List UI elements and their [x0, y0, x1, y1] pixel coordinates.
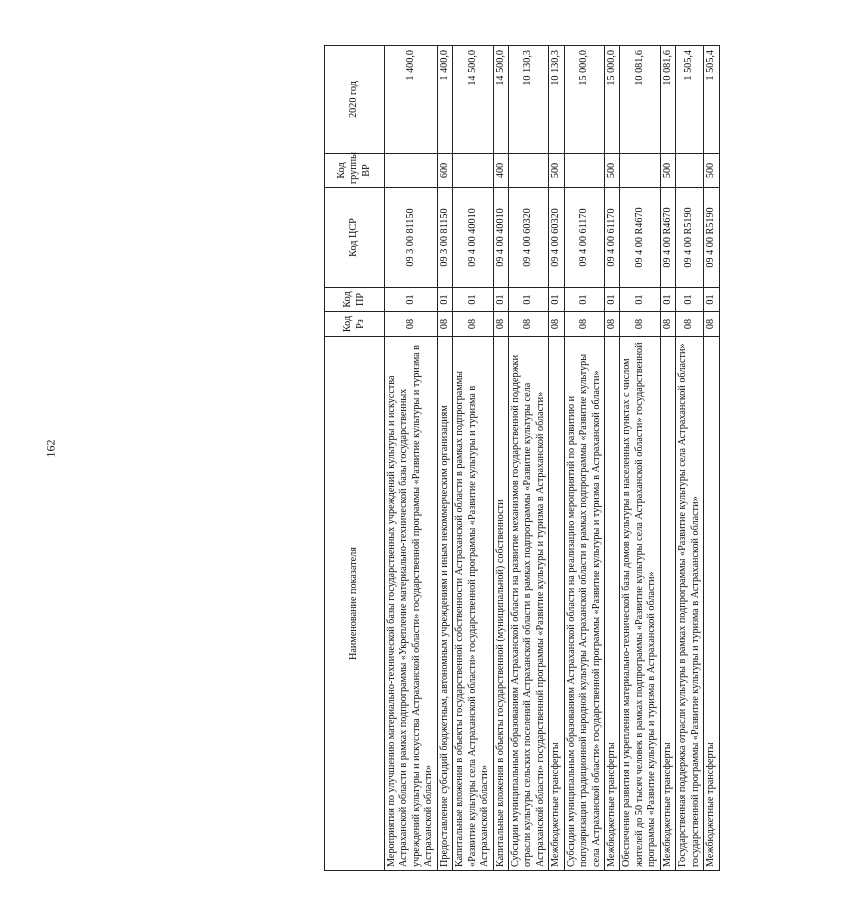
cell-vr: 500	[704, 154, 719, 188]
cell-name: Капитальные вложения в объекты государственной собственности Астраханской области в рамках подпрограммы «Развитие культуры села Астраханской области» государственной программы «Развитие культуры и туризма в Астраханской области»	[453, 337, 493, 871]
cell-pr: 01	[660, 288, 675, 312]
cell-csr: 09 4 00 40010	[453, 188, 493, 288]
cell-pr: 01	[564, 288, 604, 312]
cell-name: Государственная поддержка отрасли культуры в рамках подпрограммы «Развитие культуры села Астраханской области» государственной программы «Развитие культуры и туризма в Астраханской области»	[676, 337, 704, 871]
cell-amount: 10 130,3	[508, 46, 548, 154]
cell-rz: 08	[620, 312, 660, 337]
table-row	[385, 46, 438, 871]
cell-name: Межбюджетные трансферты	[660, 337, 675, 871]
cell-rz: 08	[660, 312, 675, 337]
table-row	[676, 46, 704, 871]
cell-vr	[385, 154, 438, 188]
cell-csr: 09 4 00 R5190	[704, 188, 719, 288]
cell-csr: 09 4 00 R4670	[660, 188, 675, 288]
page-number: 162	[43, 439, 58, 458]
table-row	[549, 46, 564, 871]
cell-name: Субсидии муниципальным образованиям Астраханской области на развитие механизмов государственной поддержки отрасли культуры сельских поселений Астраханской области в рамках подпрограммы «Развитие культуры села Астраханской области» государственной программы «Развитие культуры и туризма в Астраханской области»	[508, 337, 548, 871]
cell-csr: 09 4 00 60320	[549, 188, 564, 288]
header-row	[325, 46, 385, 871]
cell-pr: 01	[437, 288, 452, 312]
cell-vr	[564, 154, 604, 188]
table-row	[437, 46, 452, 871]
cell-name: Предоставление субсидий бюджетным, автономным учреждениям и иным некоммерческим организациям	[437, 337, 452, 871]
cell-vr: 600	[437, 154, 452, 188]
cell-amount: 1 400,0	[437, 46, 452, 154]
cell-csr: 09 4 00 R4670	[620, 188, 660, 288]
cell-csr: 09 4 00 60320	[508, 188, 548, 288]
cell-pr: 01	[605, 288, 620, 312]
cell-rz: 08	[549, 312, 564, 337]
table-body	[385, 46, 720, 871]
cell-pr: 01	[508, 288, 548, 312]
cell-name: Обеспечение развития и укрепления материально-технической базы домов культуры в населенных пунктах с числом жителей до 50 тысяч человек в рамках подпрограммы «Развитие культуры села Астраханской области» государственной программы «Развитие культуры и туризма в Астраханской области»	[620, 337, 660, 871]
cell-amount: 15 000,0	[605, 46, 620, 154]
table-row	[704, 46, 719, 871]
cell-name: Субсидии муниципальным образованиям Астраханской области на реализацию мероприятий по развитию и популяризации традиционной народной культуры Астраханской области в рамках подпрограммы «Развитие культуры села Астраханской области» государственной программы «Развитие культуры и туризма в Астраханской области»	[564, 337, 604, 871]
cell-pr: 01	[385, 288, 438, 312]
table-row	[508, 46, 548, 871]
cell-amount: 14 500,0	[453, 46, 493, 154]
budget-table	[324, 45, 720, 871]
cell-vr	[508, 154, 548, 188]
cell-pr: 01	[620, 288, 660, 312]
table-row	[660, 46, 675, 871]
cell-amount: 1 400,0	[385, 46, 438, 154]
header-pr: Код ПР	[325, 288, 385, 312]
cell-pr: 01	[493, 288, 508, 312]
rotated-table-wrapper	[324, 46, 854, 871]
cell-amount: 10 081,6	[620, 46, 660, 154]
cell-amount: 10 130,3	[549, 46, 564, 154]
cell-csr: 09 4 00 61170	[564, 188, 604, 288]
cell-vr: 500	[549, 154, 564, 188]
cell-rz: 08	[605, 312, 620, 337]
cell-vr: 500	[660, 154, 675, 188]
cell-rz: 08	[676, 312, 704, 337]
cell-vr	[453, 154, 493, 188]
cell-csr: 09 4 00 R5190	[676, 188, 704, 288]
cell-rz: 08	[453, 312, 493, 337]
cell-amount: 1 505,4	[704, 46, 719, 154]
cell-name: Межбюджетные трансферты	[549, 337, 564, 871]
cell-name: Межбюджетные трансферты	[605, 337, 620, 871]
table-row	[493, 46, 508, 871]
cell-vr: 500	[605, 154, 620, 188]
cell-vr	[620, 154, 660, 188]
table-row	[564, 46, 604, 871]
cell-vr: 400	[493, 154, 508, 188]
cell-pr: 01	[549, 288, 564, 312]
cell-name: Капитальные вложения в объекты государственной (муниципальной) собственности	[493, 337, 508, 871]
cell-amount: 1 505,4	[676, 46, 704, 154]
cell-csr: 09 4 00 40010	[493, 188, 508, 288]
cell-rz: 08	[385, 312, 438, 337]
header-csr: Код ЦСР	[325, 188, 385, 288]
cell-csr: 09 3 00 81150	[385, 188, 438, 288]
cell-rz: 08	[704, 312, 719, 337]
cell-pr: 01	[676, 288, 704, 312]
cell-csr: 09 4 00 61170	[605, 188, 620, 288]
table-row	[605, 46, 620, 871]
cell-name: Мероприятия по улучшению материально-технической базы государственных учреждений культуры и искусства Астраханской области в рамках подпрограммы «Укрепление материально-технической базы государственных учреждений культуры и искусства Астраханской области» государственной программы «Развитие культуры и туризма в Астраханской области»	[385, 337, 438, 871]
header-year: 2020 год	[325, 46, 385, 154]
cell-rz: 08	[564, 312, 604, 337]
cell-amount: 15 000,0	[564, 46, 604, 154]
header-name: Наименование показателя	[325, 337, 385, 871]
cell-pr: 01	[704, 288, 719, 312]
cell-amount: 14 500,0	[493, 46, 508, 154]
header-rz: Код Рз	[325, 312, 385, 337]
cell-rz: 08	[493, 312, 508, 337]
cell-rz: 08	[437, 312, 452, 337]
cell-rz: 08	[508, 312, 548, 337]
table-row	[453, 46, 493, 871]
cell-name: Межбюджетные трансферты	[704, 337, 719, 871]
header-vr: Код группы ВР	[325, 154, 385, 188]
cell-vr	[676, 154, 704, 188]
cell-csr: 09 3 00 81150	[437, 188, 452, 288]
cell-pr: 01	[453, 288, 493, 312]
table-row	[620, 46, 660, 871]
cell-amount: 10 081,6	[660, 46, 675, 154]
